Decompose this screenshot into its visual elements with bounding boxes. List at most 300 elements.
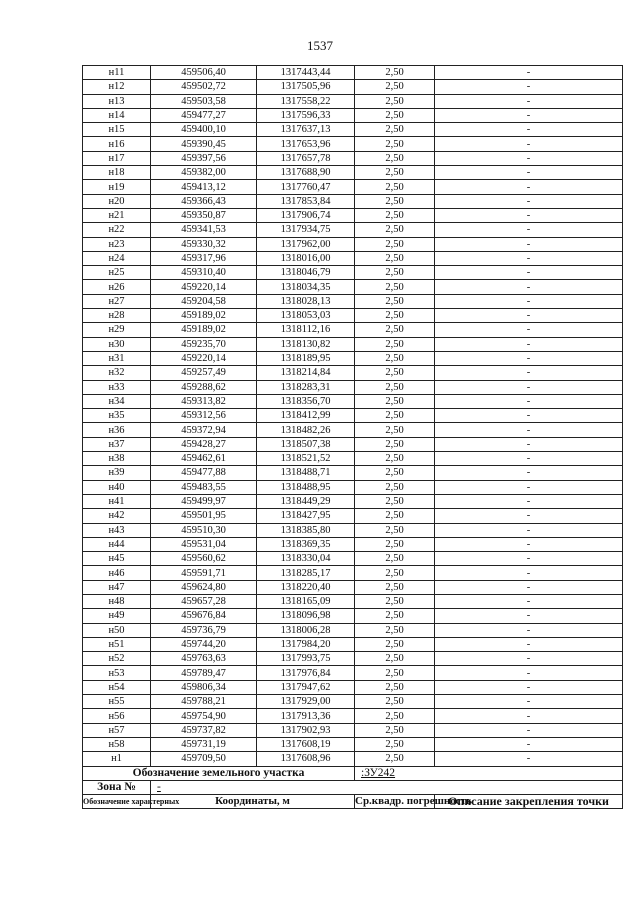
x-coordinate-cell: 459428,27 [151, 437, 257, 451]
error-cell: 2,50 [355, 723, 435, 737]
point-cell: н32 [83, 366, 151, 380]
y-coordinate-cell: 1318330,04 [257, 552, 355, 566]
error-cell: 2,50 [355, 323, 435, 337]
point-cell: н58 [83, 737, 151, 751]
error-cell: 2,50 [355, 566, 435, 580]
designation-label: Обозначение земельного участка [83, 766, 355, 780]
error-cell: 2,50 [355, 94, 435, 108]
point-cell: н47 [83, 580, 151, 594]
error-cell: 2,50 [355, 66, 435, 80]
x-coordinate-cell: 459503,58 [151, 94, 257, 108]
description-cell: - [435, 166, 623, 180]
y-coordinate-cell: 1318488,71 [257, 466, 355, 480]
table-row [83, 323, 623, 337]
description-cell: - [435, 66, 623, 80]
point-cell: н28 [83, 309, 151, 323]
y-coordinate-cell: 1317608,19 [257, 737, 355, 751]
error-cell: 2,50 [355, 695, 435, 709]
table-row [83, 80, 623, 94]
description-cell: - [435, 423, 623, 437]
y-coordinate-cell: 1317906,74 [257, 208, 355, 222]
table-row [83, 180, 623, 194]
column-header-row [83, 795, 623, 809]
error-cell: 2,50 [355, 108, 435, 122]
y-coordinate-cell: 1318028,13 [257, 294, 355, 308]
x-coordinate-cell: 459288,62 [151, 380, 257, 394]
x-coordinate-cell: 459235,70 [151, 337, 257, 351]
table-row [83, 337, 623, 351]
description-cell: - [435, 409, 623, 423]
table-row [83, 194, 623, 208]
error-cell: 2,50 [355, 480, 435, 494]
point-cell: н36 [83, 423, 151, 437]
x-coordinate-cell: 459220,14 [151, 280, 257, 294]
point-cell: н30 [83, 337, 151, 351]
x-coordinate-cell: 459754,90 [151, 709, 257, 723]
x-coordinate-cell: 459806,34 [151, 680, 257, 694]
table-row [83, 695, 623, 709]
error-cell: 2,50 [355, 752, 435, 766]
y-coordinate-cell: 1318521,52 [257, 452, 355, 466]
x-coordinate-cell: 459477,88 [151, 466, 257, 480]
error-cell: 2,50 [355, 309, 435, 323]
y-coordinate-cell: 1317443,44 [257, 66, 355, 80]
table-row [83, 494, 623, 508]
point-cell: н14 [83, 108, 151, 122]
description-cell: - [435, 494, 623, 508]
y-coordinate-cell: 1318488,95 [257, 480, 355, 494]
y-coordinate-cell: 1318006,28 [257, 623, 355, 637]
y-coordinate-cell: 1317962,00 [257, 237, 355, 251]
y-coordinate-cell: 1317976,84 [257, 666, 355, 680]
table-row [83, 752, 623, 766]
description-cell: - [435, 594, 623, 608]
description-cell: - [435, 294, 623, 308]
y-coordinate-cell: 1318112,16 [257, 323, 355, 337]
error-cell: 2,50 [355, 266, 435, 280]
header-point-designation: Обозначение характерных [83, 795, 151, 809]
description-cell: - [435, 737, 623, 751]
table-row [83, 652, 623, 666]
table-row [83, 680, 623, 694]
error-cell: 2,50 [355, 623, 435, 637]
x-coordinate-cell: 459744,20 [151, 637, 257, 651]
x-coordinate-cell: 459502,72 [151, 80, 257, 94]
table-row [83, 523, 623, 537]
y-coordinate-cell: 1318482,26 [257, 423, 355, 437]
y-coordinate-cell: 1317688,90 [257, 166, 355, 180]
y-coordinate-cell: 1317993,75 [257, 652, 355, 666]
y-coordinate-cell: 1318356,70 [257, 394, 355, 408]
header-description: Описание закрепления точки [435, 795, 623, 809]
error-cell: 2,50 [355, 294, 435, 308]
point-cell: н34 [83, 394, 151, 408]
description-cell: - [435, 752, 623, 766]
description-cell: - [435, 323, 623, 337]
table-row [83, 66, 623, 80]
y-coordinate-cell: 1317558,22 [257, 94, 355, 108]
y-coordinate-cell: 1318412,99 [257, 409, 355, 423]
description-cell: - [435, 151, 623, 165]
point-cell: н26 [83, 280, 151, 294]
point-cell: н23 [83, 237, 151, 251]
description-cell: - [435, 366, 623, 380]
error-cell: 2,50 [355, 509, 435, 523]
header-coordinates: Координаты, м [151, 795, 355, 809]
error-cell: 2,50 [355, 494, 435, 508]
x-coordinate-cell: 459531,04 [151, 537, 257, 551]
point-cell: н19 [83, 180, 151, 194]
y-coordinate-cell: 1317984,20 [257, 637, 355, 651]
y-coordinate-cell: 1318385,80 [257, 523, 355, 537]
point-cell: н31 [83, 351, 151, 365]
table-row [83, 637, 623, 651]
point-cell: н1 [83, 752, 151, 766]
description-cell: - [435, 237, 623, 251]
description-cell: - [435, 480, 623, 494]
point-cell: н17 [83, 151, 151, 165]
error-cell: 2,50 [355, 409, 435, 423]
description-cell: - [435, 351, 623, 365]
table-row [83, 280, 623, 294]
point-cell: н38 [83, 452, 151, 466]
description-cell: - [435, 666, 623, 680]
point-cell: н20 [83, 194, 151, 208]
table-row [83, 223, 623, 237]
error-cell: 2,50 [355, 452, 435, 466]
x-coordinate-cell: 459204,58 [151, 294, 257, 308]
y-coordinate-cell: 1317608,96 [257, 752, 355, 766]
y-coordinate-cell: 1318449,29 [257, 494, 355, 508]
point-cell: н18 [83, 166, 151, 180]
description-cell: - [435, 695, 623, 709]
error-cell: 2,50 [355, 737, 435, 751]
error-cell: 2,50 [355, 151, 435, 165]
y-coordinate-cell: 1317934,75 [257, 223, 355, 237]
error-cell: 2,50 [355, 437, 435, 451]
x-coordinate-cell: 459400,10 [151, 123, 257, 137]
x-coordinate-cell: 459413,12 [151, 180, 257, 194]
point-cell: н27 [83, 294, 151, 308]
point-cell: н57 [83, 723, 151, 737]
table-row [83, 108, 623, 122]
y-coordinate-cell: 1318214,84 [257, 366, 355, 380]
x-coordinate-cell: 459350,87 [151, 208, 257, 222]
description-cell: - [435, 309, 623, 323]
point-cell: н44 [83, 537, 151, 551]
y-coordinate-cell: 1318165,09 [257, 594, 355, 608]
y-coordinate-cell: 1317657,78 [257, 151, 355, 165]
description-cell: - [435, 709, 623, 723]
point-cell: н35 [83, 409, 151, 423]
y-coordinate-cell: 1318034,35 [257, 280, 355, 294]
description-cell: - [435, 523, 623, 537]
description-cell: - [435, 137, 623, 151]
error-cell: 2,50 [355, 594, 435, 608]
description-cell: - [435, 723, 623, 737]
y-coordinate-cell: 1318283,31 [257, 380, 355, 394]
description-cell: - [435, 80, 623, 94]
error-cell: 2,50 [355, 394, 435, 408]
x-coordinate-cell: 459477,27 [151, 108, 257, 122]
y-coordinate-cell: 1318053,03 [257, 309, 355, 323]
description-cell: - [435, 680, 623, 694]
description-cell: - [435, 251, 623, 265]
point-cell: н43 [83, 523, 151, 537]
error-cell: 2,50 [355, 208, 435, 222]
y-coordinate-cell: 1318096,98 [257, 609, 355, 623]
point-cell: н21 [83, 208, 151, 222]
error-cell: 2,50 [355, 380, 435, 394]
point-cell: н24 [83, 251, 151, 265]
y-coordinate-cell: 1317637,13 [257, 123, 355, 137]
point-cell: н33 [83, 380, 151, 394]
x-coordinate-cell: 459341,53 [151, 223, 257, 237]
x-coordinate-cell: 459313,82 [151, 394, 257, 408]
error-cell: 2,50 [355, 523, 435, 537]
coordinates-table [82, 65, 623, 809]
description-cell: - [435, 108, 623, 122]
table-row [83, 237, 623, 251]
y-coordinate-cell: 1318427,95 [257, 509, 355, 523]
x-coordinate-cell: 459506,40 [151, 66, 257, 80]
designation-row [83, 766, 623, 780]
table-row [83, 351, 623, 365]
x-coordinate-cell: 459788,21 [151, 695, 257, 709]
x-coordinate-cell: 459483,55 [151, 480, 257, 494]
x-coordinate-cell: 459312,56 [151, 409, 257, 423]
error-cell: 2,50 [355, 123, 435, 137]
error-cell: 2,50 [355, 166, 435, 180]
table-row [83, 266, 623, 280]
x-coordinate-cell: 459220,14 [151, 351, 257, 365]
x-coordinate-cell: 459624,80 [151, 580, 257, 594]
point-cell: н42 [83, 509, 151, 523]
x-coordinate-cell: 459397,56 [151, 151, 257, 165]
x-coordinate-cell: 459510,30 [151, 523, 257, 537]
x-coordinate-cell: 459676,84 [151, 609, 257, 623]
table-row [83, 94, 623, 108]
x-coordinate-cell: 459310,40 [151, 266, 257, 280]
point-cell: н11 [83, 66, 151, 80]
point-cell: н16 [83, 137, 151, 151]
error-cell: 2,50 [355, 609, 435, 623]
x-coordinate-cell: 459737,82 [151, 723, 257, 737]
x-coordinate-cell: 459560,62 [151, 552, 257, 566]
x-coordinate-cell: 459189,02 [151, 309, 257, 323]
error-cell: 2,50 [355, 552, 435, 566]
table-row [83, 537, 623, 551]
table-row [83, 309, 623, 323]
description-cell: - [435, 452, 623, 466]
description-cell: - [435, 566, 623, 580]
description-cell: - [435, 509, 623, 523]
point-cell: н45 [83, 552, 151, 566]
description-cell: - [435, 223, 623, 237]
x-coordinate-cell: 459499,97 [151, 494, 257, 508]
error-cell: 2,50 [355, 351, 435, 365]
error-cell: 2,50 [355, 237, 435, 251]
description-cell: - [435, 280, 623, 294]
x-coordinate-cell: 459317,96 [151, 251, 257, 265]
point-cell: н13 [83, 94, 151, 108]
x-coordinate-cell: 459763,63 [151, 652, 257, 666]
y-coordinate-cell: 1318046,79 [257, 266, 355, 280]
error-cell: 2,50 [355, 223, 435, 237]
x-coordinate-cell: 459591,71 [151, 566, 257, 580]
table-row [83, 737, 623, 751]
zone-row [83, 780, 623, 794]
zone-label: Зона № [83, 780, 151, 794]
point-cell: н15 [83, 123, 151, 137]
x-coordinate-cell: 459709,50 [151, 752, 257, 766]
error-cell: 2,50 [355, 366, 435, 380]
table-row [83, 366, 623, 380]
y-coordinate-cell: 1318220,40 [257, 580, 355, 594]
table-row [83, 380, 623, 394]
table-row [83, 208, 623, 222]
error-cell: 2,50 [355, 80, 435, 94]
error-cell: 2,50 [355, 280, 435, 294]
table-row [83, 509, 623, 523]
x-coordinate-cell: 459390,45 [151, 137, 257, 151]
y-coordinate-cell: 1317929,00 [257, 695, 355, 709]
description-cell: - [435, 123, 623, 137]
description-cell: - [435, 466, 623, 480]
x-coordinate-cell: 459257,49 [151, 366, 257, 380]
designation-value: :ЗУ242 [355, 766, 623, 780]
x-coordinate-cell: 459382,00 [151, 166, 257, 180]
point-cell: н48 [83, 594, 151, 608]
error-cell: 2,50 [355, 666, 435, 680]
y-coordinate-cell: 1317947,62 [257, 680, 355, 694]
y-coordinate-cell: 1318285,17 [257, 566, 355, 580]
point-cell: н49 [83, 609, 151, 623]
y-coordinate-cell: 1318189,95 [257, 351, 355, 365]
point-cell: н50 [83, 623, 151, 637]
table-row [83, 409, 623, 423]
y-coordinate-cell: 1318507,38 [257, 437, 355, 451]
point-cell: н39 [83, 466, 151, 480]
point-cell: н46 [83, 566, 151, 580]
point-cell: н52 [83, 652, 151, 666]
table-row [83, 452, 623, 466]
table-row [83, 552, 623, 566]
description-cell: - [435, 266, 623, 280]
error-cell: 2,50 [355, 137, 435, 151]
table-row [83, 437, 623, 451]
error-cell: 2,50 [355, 580, 435, 594]
y-coordinate-cell: 1317853,84 [257, 194, 355, 208]
table-row [83, 480, 623, 494]
table-row [83, 394, 623, 408]
table-row [83, 566, 623, 580]
point-cell: н12 [83, 80, 151, 94]
description-cell: - [435, 94, 623, 108]
description-cell: - [435, 337, 623, 351]
error-cell: 2,50 [355, 637, 435, 651]
description-cell: - [435, 194, 623, 208]
point-cell: н54 [83, 680, 151, 694]
error-cell: 2,50 [355, 251, 435, 265]
point-cell: н22 [83, 223, 151, 237]
x-coordinate-cell: 459366,43 [151, 194, 257, 208]
description-cell: - [435, 637, 623, 651]
description-cell: - [435, 609, 623, 623]
x-coordinate-cell: 459330,32 [151, 237, 257, 251]
error-cell: 2,50 [355, 652, 435, 666]
error-cell: 2,50 [355, 423, 435, 437]
table-row [83, 123, 623, 137]
y-coordinate-cell: 1317653,96 [257, 137, 355, 151]
description-cell: - [435, 552, 623, 566]
table-row [83, 166, 623, 180]
point-cell: н37 [83, 437, 151, 451]
table-row [83, 466, 623, 480]
x-coordinate-cell: 459501,95 [151, 509, 257, 523]
y-coordinate-cell: 1318369,35 [257, 537, 355, 551]
description-cell: - [435, 208, 623, 222]
y-coordinate-cell: 1318130,82 [257, 337, 355, 351]
point-cell: н25 [83, 266, 151, 280]
y-coordinate-cell: 1317505,96 [257, 80, 355, 94]
error-cell: 2,50 [355, 709, 435, 723]
error-cell: 2,50 [355, 466, 435, 480]
y-coordinate-cell: 1317596,33 [257, 108, 355, 122]
point-cell: н41 [83, 494, 151, 508]
x-coordinate-cell: 459189,02 [151, 323, 257, 337]
error-cell: 2,50 [355, 194, 435, 208]
table-row [83, 423, 623, 437]
description-cell: - [435, 623, 623, 637]
description-cell: - [435, 180, 623, 194]
description-cell: - [435, 437, 623, 451]
table-row [83, 609, 623, 623]
x-coordinate-cell: 459657,28 [151, 594, 257, 608]
table-row [83, 723, 623, 737]
table-row [83, 709, 623, 723]
table-row [83, 580, 623, 594]
point-cell: н55 [83, 695, 151, 709]
error-cell: 2,50 [355, 680, 435, 694]
y-coordinate-cell: 1317902,93 [257, 723, 355, 737]
description-cell: - [435, 652, 623, 666]
zone-value: - [151, 780, 623, 794]
page-number: 1537 [307, 38, 333, 53]
table-row [83, 294, 623, 308]
description-cell: - [435, 380, 623, 394]
table-row [83, 594, 623, 608]
table-row [83, 151, 623, 165]
table-row [83, 137, 623, 151]
y-coordinate-cell: 1318016,00 [257, 251, 355, 265]
point-cell: н51 [83, 637, 151, 651]
header-error: Ср.квадр. погрешность [355, 795, 472, 808]
coordinates-table-body [83, 66, 623, 767]
table-row [83, 623, 623, 637]
description-cell: - [435, 537, 623, 551]
description-cell: - [435, 394, 623, 408]
x-coordinate-cell: 459789,47 [151, 666, 257, 680]
error-cell: 2,50 [355, 537, 435, 551]
table-row [83, 666, 623, 680]
x-coordinate-cell: 459736,79 [151, 623, 257, 637]
x-coordinate-cell: 459462,61 [151, 452, 257, 466]
table-row [83, 251, 623, 265]
point-cell: н29 [83, 323, 151, 337]
point-cell: н56 [83, 709, 151, 723]
error-cell: 2,50 [355, 180, 435, 194]
